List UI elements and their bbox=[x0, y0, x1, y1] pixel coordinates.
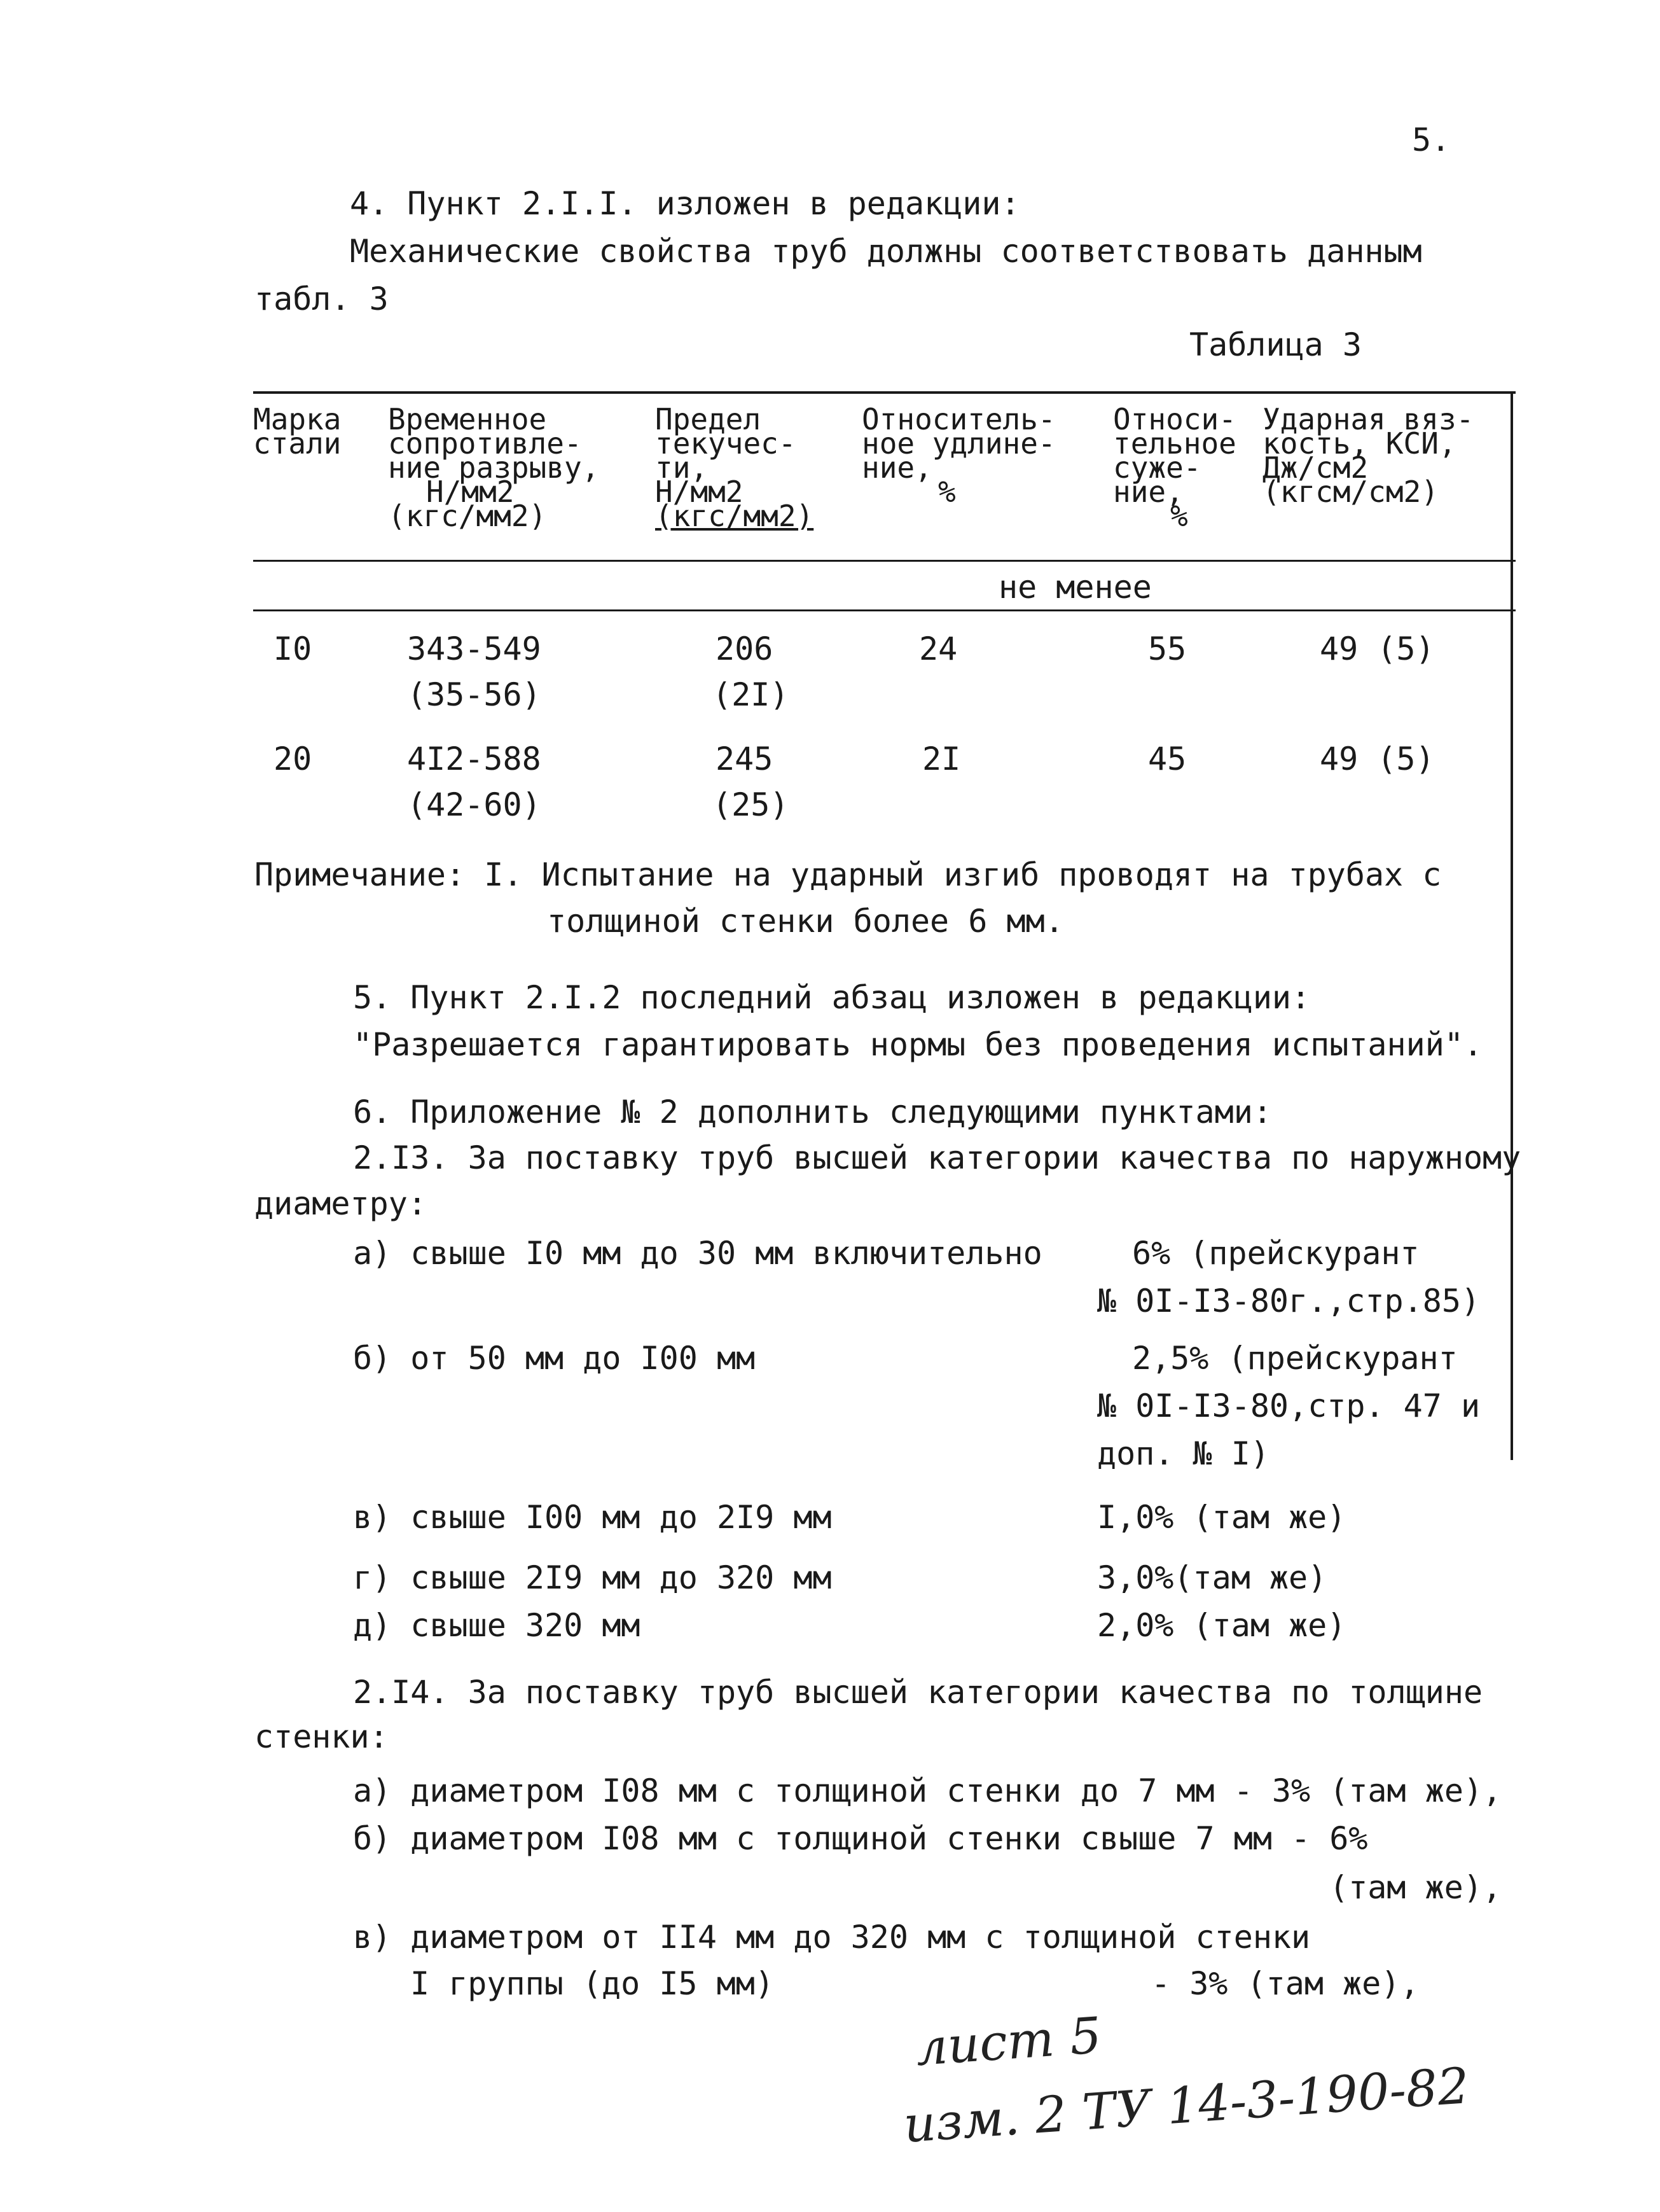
header-elongation: Относитель- ное удлине- ние, % bbox=[862, 402, 1056, 509]
item5-title: 5. Пункт 2.I.2 последний абзац изложен в редакции: bbox=[353, 979, 1311, 1016]
p214-line1: 2.I4. За поставку труб высшей категории качества по толщине bbox=[353, 1674, 1483, 1711]
item4-text-line1: Механические свойства труб должны соответствовать данным bbox=[350, 233, 1422, 270]
list-item-value: 3,0%(там же) bbox=[1097, 1559, 1327, 1596]
cell-grade: 20 bbox=[273, 741, 312, 777]
table-right-border bbox=[1511, 391, 1513, 1460]
cell-elongation: 24 bbox=[919, 630, 958, 667]
table-caption: Таблица 3 bbox=[1189, 326, 1362, 363]
item4-text-line2: табл. 3 bbox=[254, 281, 389, 317]
list-item-value: 2,5% (прейскурант bbox=[1132, 1340, 1458, 1377]
list-item: а) свыше I0 мм до 30 мм включительно bbox=[353, 1235, 1042, 1272]
header-contraction: Относи- тельное суже- ние, % bbox=[1113, 402, 1236, 533]
header-steel-grade: Марка стали bbox=[253, 402, 342, 461]
header-tensile-strength: Временное сопротивле- ние разрыву, Н/мм2 (кгс/мм2) bbox=[388, 402, 600, 533]
note-line2: толщиной стенки более 6 мм. bbox=[547, 903, 1064, 940]
handwritten-revision: изм. 2 ТУ 14-3-190-82 bbox=[901, 2057, 1471, 2154]
list-214-a: а) диаметром I08 мм с толщиной стенки до 7 мм - 3% (там же), bbox=[353, 1772, 1502, 1809]
item6-title: 6. Приложение № 2 дополнить следующими пунктами: bbox=[353, 1094, 1272, 1130]
header-yield-strength: Предел текучес- ти, Н/мм2 (кгс/мм2) bbox=[655, 402, 814, 533]
list-item-value: доп. № I) bbox=[1097, 1435, 1269, 1472]
cell-impact: 49 (5) bbox=[1320, 741, 1435, 777]
cell-tensile-kgf: (42-60) bbox=[407, 786, 541, 823]
cell-impact: 49 (5) bbox=[1320, 630, 1435, 667]
list-214-b1: б) диаметром I08 мм с толщиной стенки свыше 7 мм - 6% bbox=[353, 1820, 1368, 1857]
p213-line2: диаметру: bbox=[254, 1185, 427, 1222]
item5-quote: "Разрешается гарантировать нормы без проведения испытаний". bbox=[353, 1026, 1483, 1063]
list-item-value: I,0% (там же) bbox=[1097, 1499, 1346, 1536]
list-item: б) от 50 мм до I00 мм bbox=[353, 1340, 756, 1377]
list-214-c3: - 3% (там же), bbox=[1151, 1965, 1420, 2002]
list-214-b2: (там же), bbox=[1329, 1869, 1502, 1906]
list-item: д) свыше 320 мм bbox=[353, 1607, 640, 1644]
cell-contraction: 45 bbox=[1148, 741, 1187, 777]
list-item-value: 6% (прейскурант bbox=[1132, 1235, 1420, 1272]
cell-yield: 206 bbox=[716, 630, 773, 667]
list-item: г) свыше 2I9 мм до 320 мм bbox=[353, 1559, 832, 1596]
table-top-border bbox=[253, 391, 1516, 394]
list-214-c2: I группы (до I5 мм) bbox=[410, 1965, 774, 2002]
list-item-value: № 0I-I3-80,стр. 47 и bbox=[1097, 1388, 1481, 1424]
list-item: в) свыше I00 мм до 2I9 мм bbox=[353, 1499, 832, 1536]
p214-line2: стенки: bbox=[254, 1718, 389, 1755]
list-214-c1: в) диаметром от II4 мм до 320 мм с толщиной стенки bbox=[353, 1919, 1311, 1956]
table-subheader-border bbox=[253, 609, 1516, 611]
cell-yield-kgf: (2I) bbox=[712, 676, 789, 713]
table-subheader-min: не менее bbox=[999, 569, 1152, 606]
cell-tensile: 4I2-588 bbox=[407, 741, 541, 777]
note-line1: Примечание: I. Испытание на ударный изгиб проводят на трубах с bbox=[254, 856, 1442, 893]
list-item-value: 2,0% (там же) bbox=[1097, 1607, 1346, 1644]
cell-elongation: 2I bbox=[922, 741, 961, 777]
cell-tensile-kgf: (35-56) bbox=[407, 676, 541, 713]
handwritten-sheet-number: лист 5 bbox=[914, 2007, 1103, 2078]
list-item-value: № 0I-I3-80г.,стр.85) bbox=[1097, 1283, 1481, 1319]
page-number: 5. bbox=[1412, 122, 1451, 158]
table-header-border bbox=[253, 560, 1516, 562]
cell-contraction: 55 bbox=[1148, 630, 1187, 667]
p213-line1: 2.I3. За поставку труб высшей категории качества по наружному bbox=[353, 1139, 1521, 1176]
cell-grade: I0 bbox=[273, 630, 312, 667]
item4-title: 4. Пункт 2.I.I. изложен в редакции: bbox=[350, 185, 1020, 222]
cell-yield: 245 bbox=[716, 741, 773, 777]
cell-yield-kgf: (25) bbox=[712, 786, 789, 823]
cell-tensile: 343-549 bbox=[407, 630, 541, 667]
header-impact-toughness: Ударная вяз- кость, КСИ, Дж/см2 (кгсм/см2) bbox=[1262, 402, 1474, 509]
